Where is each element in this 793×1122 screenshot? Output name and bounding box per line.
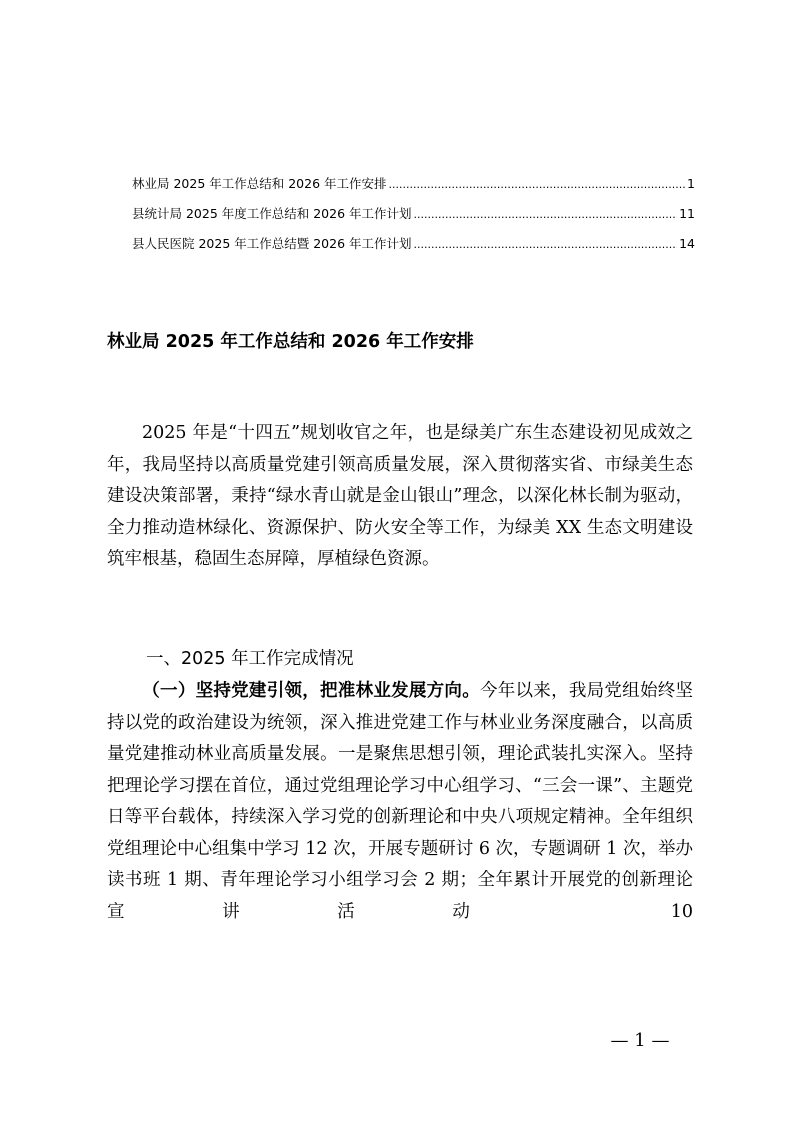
toc-entry[interactable] (132, 204, 695, 224)
toc-leader-dots (414, 208, 678, 221)
toc-leader-dots (414, 238, 678, 251)
intro-text: 2025 年是“十四五”规划收官之年，也是绿美广东生态建设初见成效之年，我局坚持以高质量党建引领高质量发展，深入贯彻落实省、市绿美生态建设决策部署，秉持“绿水青山就是金山银山”理念，以深化林长制为驱动，全力推动造林绿化、资源保护、防火安全等工作，为绿美 XX 生态文明建设筑牢根基，稳固生态屏障，厚植绿色资源。 (107, 423, 693, 569)
intro-paragraph (107, 418, 693, 576)
toc-entry-page: 14 (679, 236, 695, 251)
document-title: 林业局 2025 年工作总结和 2026 年工作安排 (107, 332, 474, 352)
section-paragraph (107, 676, 693, 928)
toc-entry[interactable] (132, 174, 695, 194)
toc-entry-title: 县人民医院 2025 年工作总结暨 2026 年工作计划 (132, 236, 412, 251)
toc-entry-title: 林业局 2025 年工作总结和 2026 年工作安排 (132, 176, 387, 191)
section-heading: 一、2025 年工作完成情况 (146, 649, 354, 669)
toc-entry-title: 县统计局 2025 年度工作总结和 2026 年工作计划 (132, 206, 412, 221)
toc-leader-dots (389, 178, 686, 191)
table-of-contents (132, 174, 695, 264)
page-number: — 1 — (610, 1030, 670, 1051)
toc-entry-page: 1 (687, 176, 695, 191)
toc-entry-page: 11 (679, 206, 695, 221)
toc-entry[interactable] (132, 234, 695, 254)
sub-heading: （一）坚持党建引领，把准林业发展方向。 (142, 681, 480, 701)
section-text: 今年以来，我局党组始终坚持以党的政治建设为统领，深入推进党建工作与林业业务深度融合，以高质量党建推动林业高质量发展。一是聚焦思想引领，理论武装扎实深入。坚持把理论学习摆在首位，通过党组理论学习中心组学习、“三会一课”、主题党日等平台载体，持续深入学习党的创新理论和中央八项规定精神。全年组织党组理论中心组集中学习 12 次，开展专题研讨 6 次，专题调研 1 次，举办读书班 1 期、青年理论学习小组学习会 2 期；全年累计开展党的创新理论宣讲活动 10 (107, 681, 693, 922)
